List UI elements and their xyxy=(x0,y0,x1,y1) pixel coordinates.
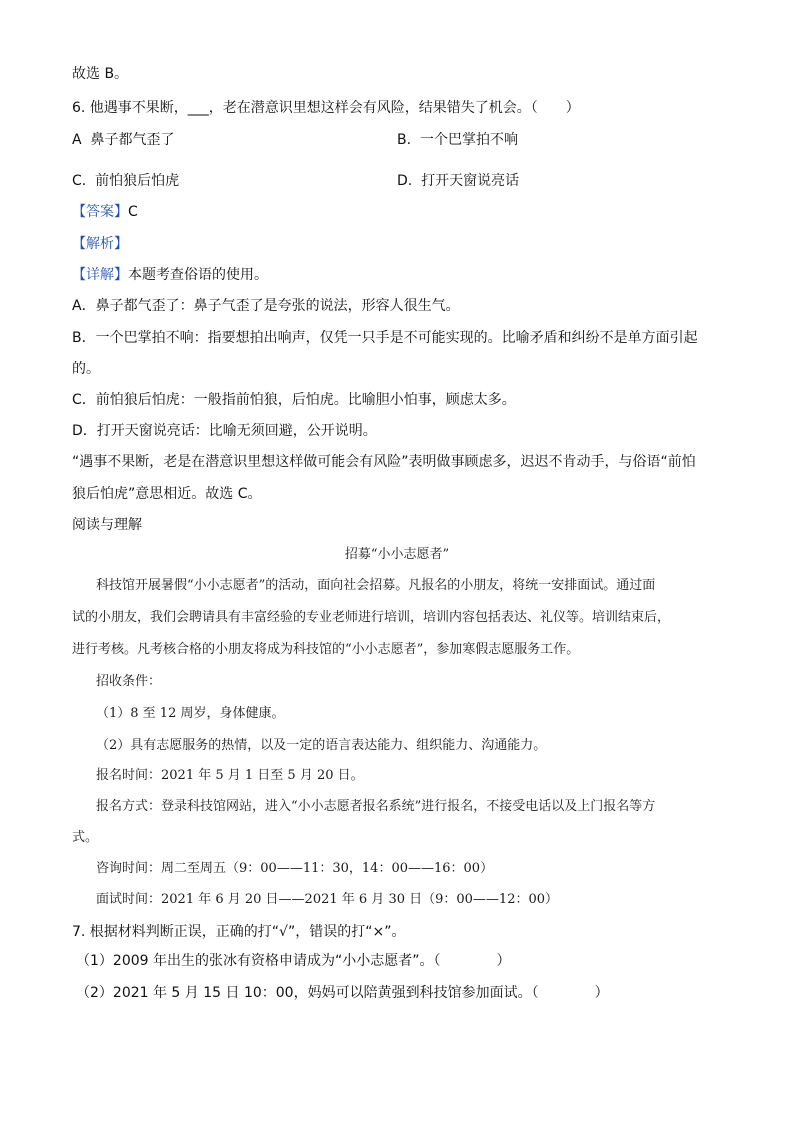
option-b-text: 一个巴掌拍不响 xyxy=(419,132,518,148)
option-a-text: 鼻子都气歪了 xyxy=(90,132,175,148)
passage-line: 进行考核。凡考核合格的小朋友将成为科技馆的“小小志愿者”，参加寒假志愿服务工作。 xyxy=(72,642,580,657)
passage-line: 科技馆开展暑假“小小志愿者”的活动，面向社会招募。凡报名的小朋友，将统一安排面试。通过面 xyxy=(96,578,656,593)
detail-line: D．打开天窗说亮话：比喻无须回避，公开说明。 xyxy=(72,423,377,439)
option-a xyxy=(72,130,174,150)
option-a-letter: A xyxy=(72,132,82,148)
question-6-stem: 6. 他遇事不果断，___，老在潜意识里想这样会有风险，结果错失了机会。（ ） xyxy=(72,100,580,116)
question-7-stem: 7. 根据材料判断正误，正确的打“√”，错误的打“×”。 xyxy=(72,924,406,940)
question-7-item: （1）2009 年出生的张冰有资格申请成为“小小志愿者”。（ ） xyxy=(76,953,511,969)
detail-intro-text: 本题考查俗语的使用。 xyxy=(128,267,268,283)
detail-line: 狼后怕虎”意思相近。故选 C。 xyxy=(72,486,262,502)
option-c-letter: C. xyxy=(72,173,87,189)
passage-line: 报名时间：2021 年 5 月 1 日至 5 月 20 日。 xyxy=(96,768,364,783)
previous-answer: 故选 B。 xyxy=(72,66,129,82)
passage-line: 报名方式：登录科技馆网站，进入“小小志愿者报名系统”进行报名，不接受电话以及上门报名等方 xyxy=(96,799,656,814)
passage-line: 式。 xyxy=(72,830,99,845)
option-d-letter: D. xyxy=(397,173,413,189)
section-title: 阅读与理解 xyxy=(72,517,142,533)
option-b xyxy=(397,130,518,150)
detail-label: 【详解】 xyxy=(72,267,128,283)
analysis-label: 【解析】 xyxy=(72,236,128,252)
detail-line: B．一个巴掌拍不响：指要想拍出响声，仅凭一只手是不可能实现的。比喻矛盾和纠纷不是单方面引起 xyxy=(72,330,698,346)
answer-line xyxy=(72,202,138,222)
passage-line: （2）具有志愿服务的热情，以及一定的语言表达能力、组织能力、沟通能力。 xyxy=(96,738,547,753)
option-c xyxy=(72,171,179,191)
passage-line: 面试时间：2021 年 6 月 20 日——2021 年 6 月 30 日（9：00——12：00） xyxy=(96,892,559,907)
passage-title: 招募“小小志愿者” xyxy=(344,547,450,562)
detail-line: “遇事不果断，老是在潜意识里想这样做可能会有风险”表明做事顾虑多，迟迟不肯动手，与俗语“前怕 xyxy=(72,454,696,470)
passage-line: 咨询时间：周二至周五（9：00——11：30，14：00——16：00） xyxy=(96,861,494,876)
option-d xyxy=(397,171,519,191)
question-7-item: （2）2021 年 5 月 15 日 10：00，妈妈可以陪黄强到科技馆参加面试。（ ） xyxy=(76,985,609,1001)
detail-line xyxy=(72,265,268,285)
passage-line: （1）8 至 12 周岁，身体健康。 xyxy=(96,706,285,721)
option-b-letter: B. xyxy=(397,132,412,148)
option-c-text: 前怕狼后怕虎 xyxy=(95,173,180,189)
detail-line: C．前怕狼后怕虎：一般指前怕狼，后怕虎。比喻胆小怕事，顾虑太多。 xyxy=(72,392,516,408)
detail-line: A．鼻子都气歪了：鼻子气歪了是夸张的说法，形容人很生气。 xyxy=(72,298,460,314)
passage-line: 招收条件： xyxy=(96,674,162,689)
passage-line: 试的小朋友，我们会聘请具有丰富经验的专业老师进行培训，培训内容包括表达、礼仪等。培训结束后， xyxy=(72,610,671,625)
answer-value: C xyxy=(128,204,138,220)
answer-label: 【答案】 xyxy=(72,204,128,220)
detail-line: 的。 xyxy=(72,361,100,377)
option-d-text: 打开天窗说亮话 xyxy=(421,173,520,189)
